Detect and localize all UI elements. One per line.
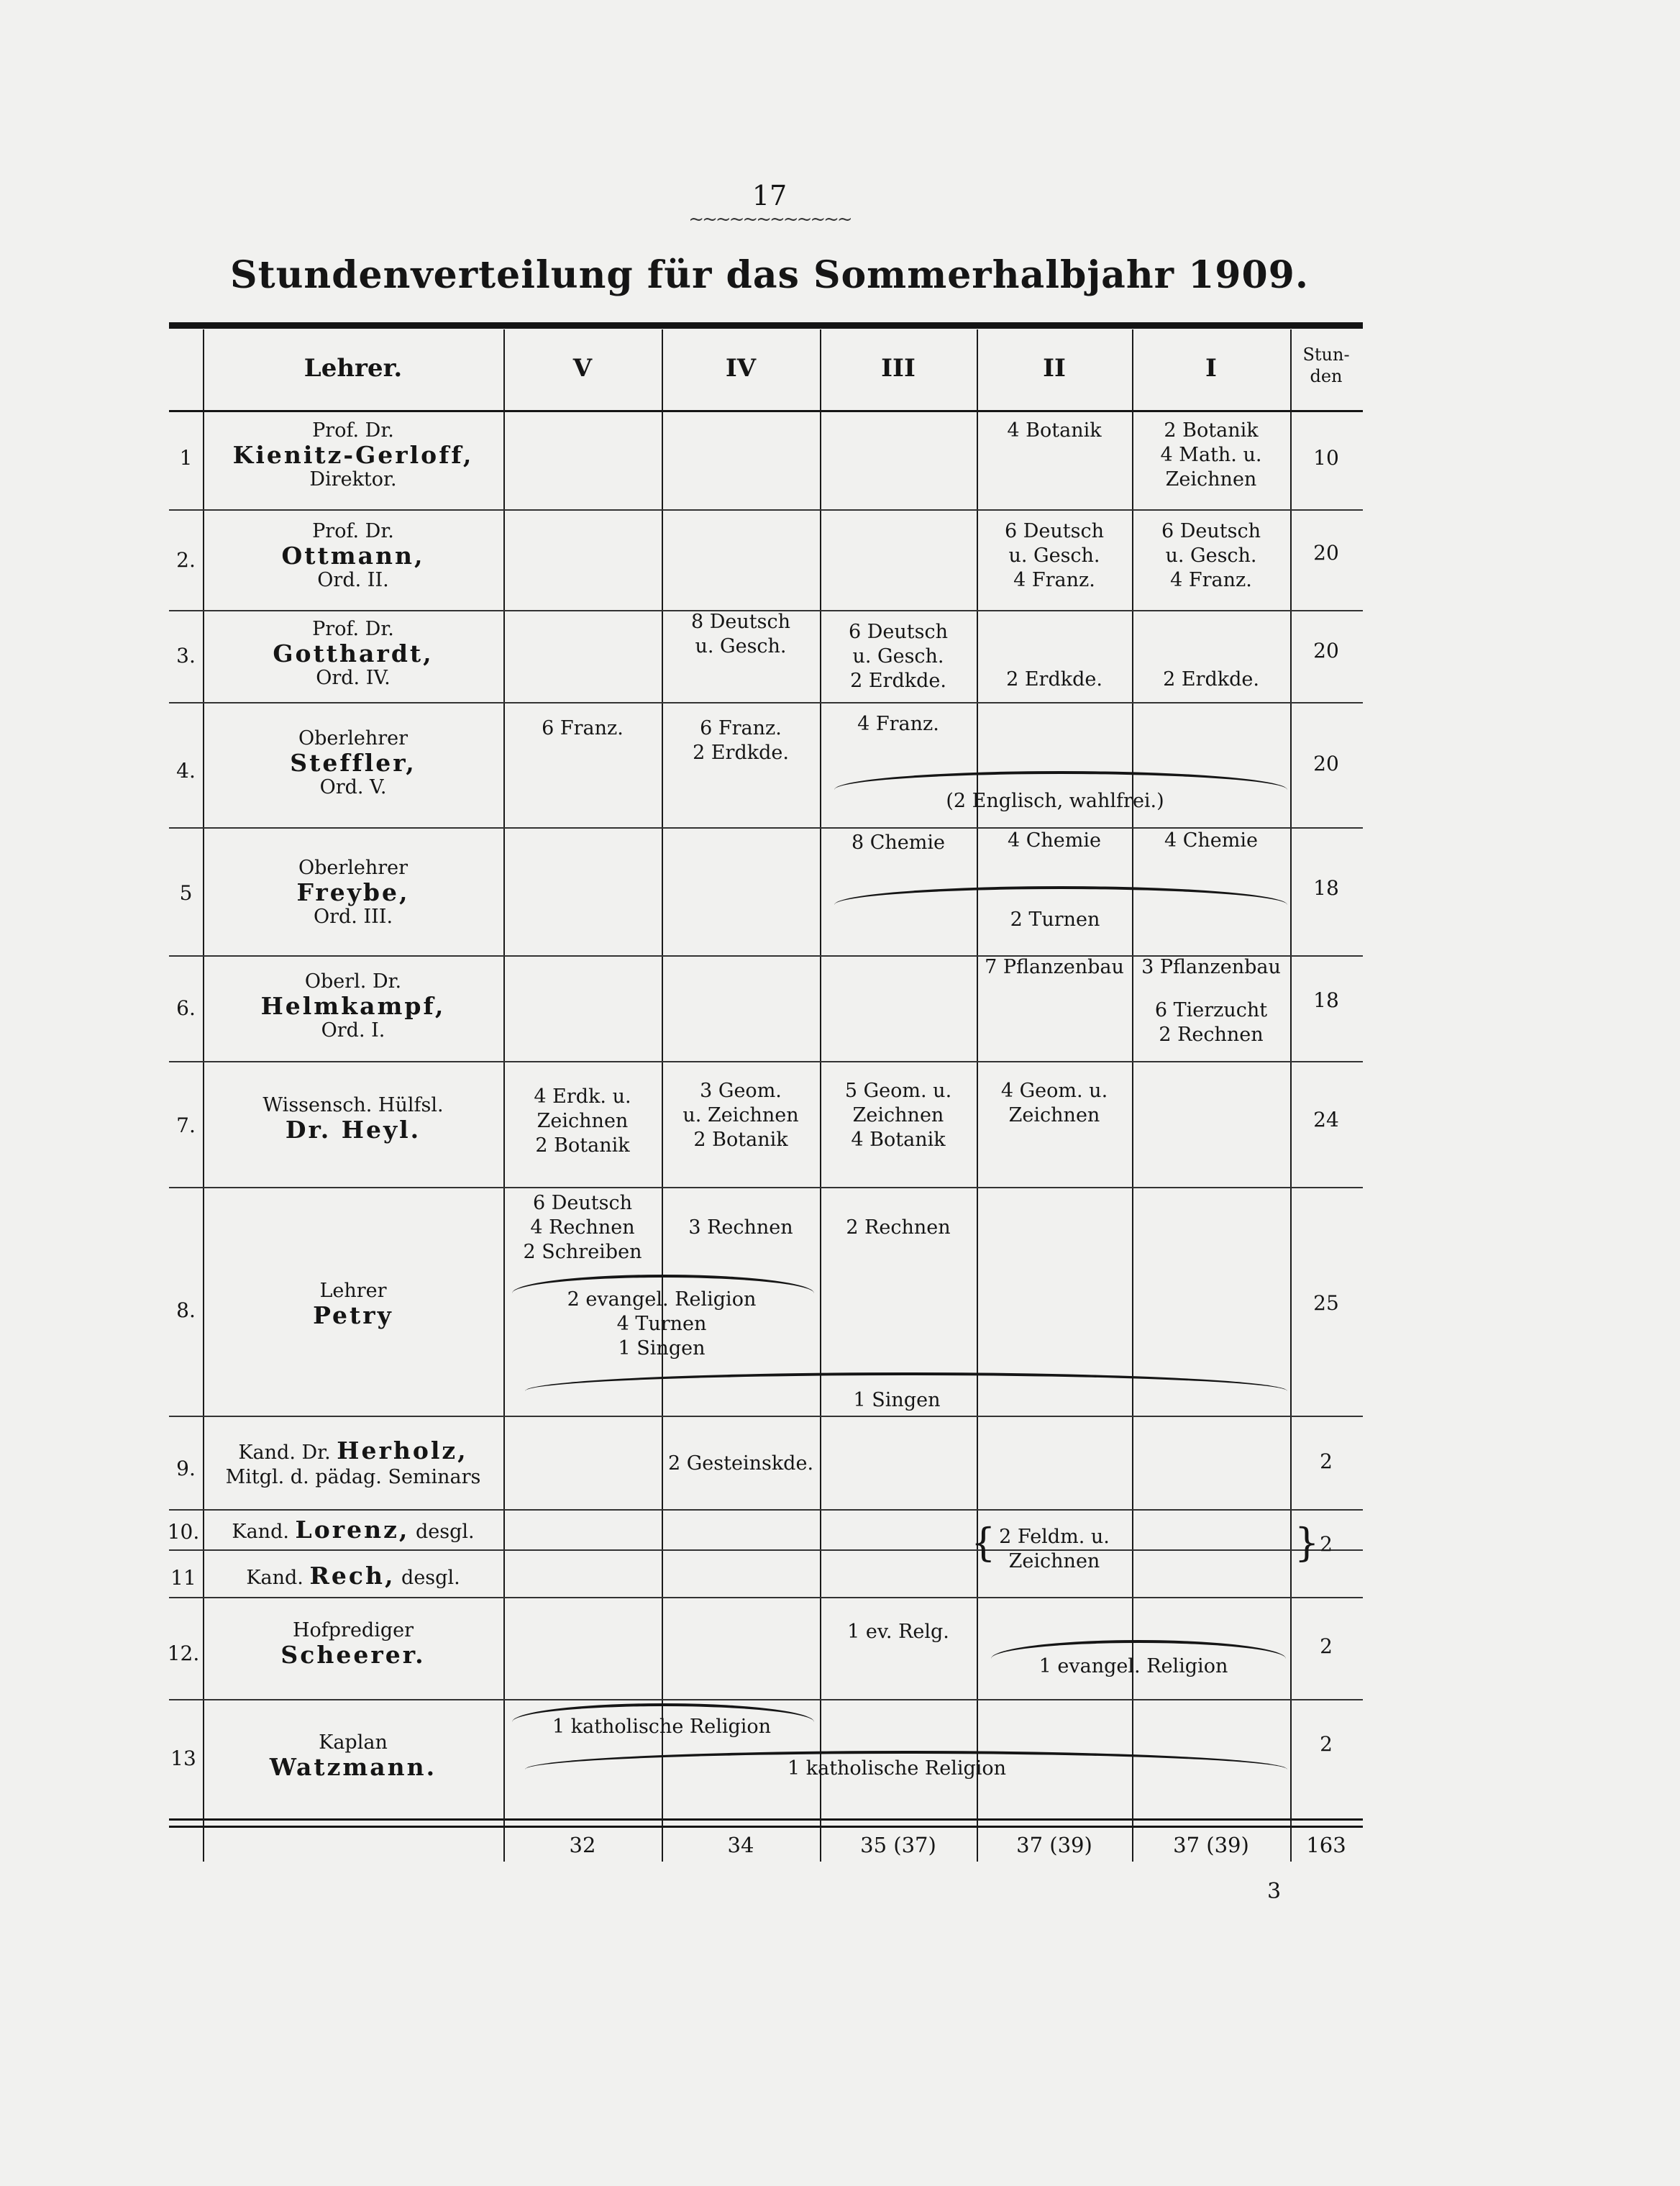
totals-top-rule-2 <box>169 1826 1363 1828</box>
span-lesson-lower: 1 katholische Religion <box>552 1716 772 1738</box>
teacher-cell <box>203 617 503 691</box>
class-iv-cell <box>662 1079 820 1152</box>
row-separator <box>169 702 1363 703</box>
row-number: 10. <box>167 1520 200 1544</box>
lesson: u. Gesch. <box>852 645 944 668</box>
class-iii-cell <box>820 1079 977 1152</box>
total-class-ii: 37 (39) <box>1016 1833 1092 1857</box>
row-number: 3. <box>176 644 196 668</box>
decorative-wave: ~~~~~~~~~~~~ <box>688 209 851 230</box>
lesson: 4 Math. u. <box>1160 444 1262 466</box>
row-number: 1 <box>179 446 193 470</box>
class-ii-cell <box>977 1525 1132 1574</box>
teacher-cell <box>203 1279 503 1328</box>
lesson: Zeichnen <box>852 1104 944 1126</box>
header-class-iii: III <box>881 354 916 383</box>
class-i-cell <box>1132 955 1290 1047</box>
class-i-cell <box>1132 668 1290 692</box>
lesson: 8 Deutsch <box>691 611 790 633</box>
total-class-iii: 35 (37) <box>860 1833 936 1857</box>
class-i-cell <box>1132 829 1290 853</box>
span-lesson: 2 Turnen <box>1010 908 1100 931</box>
lesson: 2 Botanik <box>693 1129 788 1151</box>
teacher-role: Ord. III. <box>313 906 393 928</box>
lesson: 2 Gesteinskde. <box>667 1452 814 1475</box>
hours-cell: 24 <box>1313 1108 1339 1131</box>
footer-signature-number: 3 <box>1267 1879 1282 1904</box>
hours-cell: 2 <box>1320 1449 1333 1473</box>
teacher-cell <box>203 1436 503 1490</box>
row-separator <box>169 1509 1363 1511</box>
page-title: Stundenverteilung für das Sommerhalbjahr 1909. <box>230 253 1309 297</box>
lesson: 2 Erdkde. <box>693 742 789 764</box>
lesson: 2 Feldm. u. <box>999 1526 1110 1548</box>
teacher-cell <box>203 419 503 492</box>
lesson: 2 Botanik <box>535 1134 630 1157</box>
class-i-cell <box>1132 419 1290 492</box>
teacher-title: Kand. Dr. <box>238 1442 331 1464</box>
lesson: 4 Rechnen <box>530 1216 635 1239</box>
teacher-role: Ord. II. <box>317 569 389 591</box>
row-separator <box>169 1061 1363 1062</box>
teacher-role: Ord. I. <box>321 1019 385 1042</box>
lesson: 6 Deutsch <box>533 1192 632 1214</box>
teacher-title: Hofprediger <box>292 1619 414 1641</box>
lesson: 2 Erdkde. <box>1006 668 1102 691</box>
lesson: 2 Botanik <box>1164 419 1259 442</box>
teacher-name: Ottmann, <box>281 542 425 570</box>
lesson: 4 Botanik <box>1007 419 1102 442</box>
row-number: 9. <box>176 1457 196 1480</box>
lesson: 1 Singen <box>618 1337 706 1360</box>
class-iii-cell <box>820 1216 977 1240</box>
teacher-name: Dr. Heyl. <box>285 1116 421 1144</box>
lesson: 6 Franz. <box>700 717 782 739</box>
teacher-title: Prof. Dr. <box>312 419 394 442</box>
teacher-name: Watzmann. <box>269 1753 437 1781</box>
lesson: 2 Rechnen <box>846 1216 951 1239</box>
teacher-role: Ord. V. <box>319 776 387 798</box>
hours-cell: 2 <box>1320 1532 1333 1556</box>
lesson: 3 Rechnen <box>688 1216 793 1239</box>
hours-cell: 20 <box>1313 752 1339 775</box>
class-iii-cell <box>820 712 977 737</box>
lesson: 6 Deutsch <box>1005 520 1104 542</box>
header-class-ii: II <box>1043 354 1066 383</box>
header-teacher: Lehrer. <box>303 354 403 383</box>
lesson: u. Zeichnen <box>682 1104 799 1126</box>
total-class-i: 37 (39) <box>1173 1833 1249 1857</box>
lesson: 4 Franz. <box>1013 569 1095 591</box>
span-lesson: (2 Englisch, wahlfrei.) <box>946 790 1164 812</box>
span-lessons <box>503 1288 820 1361</box>
row-number: 5 <box>179 881 193 905</box>
total-hours: 163 <box>1306 1833 1346 1857</box>
row-number: 11 <box>170 1566 196 1590</box>
class-ii-cell <box>977 1079 1132 1128</box>
teacher-title: Lehrer <box>319 1280 387 1302</box>
class-ii-cell <box>977 955 1132 980</box>
class-v-cell <box>503 1085 662 1158</box>
class-iv-cell <box>662 610 820 659</box>
hours-cell: 18 <box>1313 876 1339 900</box>
teacher-name: Freybe, <box>296 878 410 906</box>
class-iv-cell <box>662 716 820 765</box>
row-number: 2. <box>176 548 196 572</box>
teacher-role: Ord. IV. <box>316 667 391 689</box>
teacher-cell <box>203 970 503 1043</box>
lesson: 6 Franz. <box>542 717 624 739</box>
row-separator <box>169 1187 1363 1188</box>
teacher-cell <box>203 519 503 593</box>
lesson: 4 Franz. <box>1170 569 1252 591</box>
lesson: 3 Pflanzenbau <box>1141 956 1281 978</box>
hours-cell: 20 <box>1313 639 1339 662</box>
teacher-name: Petry <box>313 1301 393 1329</box>
row-number: 12. <box>167 1641 200 1665</box>
row-number: 7. <box>176 1114 196 1137</box>
lesson: u. Gesch. <box>1008 545 1100 567</box>
teacher-title-name <box>203 1436 503 1465</box>
teacher-title: Kand. <box>246 1567 303 1589</box>
teacher-name: Scheerer. <box>280 1641 426 1669</box>
lesson: 4 Erdk. u. <box>534 1085 631 1108</box>
row-separator <box>169 1597 1363 1598</box>
teacher-title: Oberlehrer <box>298 727 408 750</box>
lesson: Zeichnen <box>1008 1104 1100 1126</box>
lesson: 2 evangel. Religion <box>567 1288 757 1311</box>
lesson: 1 ev. Relg. <box>847 1621 949 1643</box>
class-iv-cell <box>662 1216 820 1240</box>
lesson: 4 Franz. <box>857 713 939 735</box>
page-number: 17 <box>752 180 788 211</box>
teacher-cell <box>203 1731 503 1780</box>
teacher-title: Oberl. Dr. <box>304 970 402 993</box>
lesson: u. Gesch. <box>1165 545 1257 567</box>
lesson: 7 Pflanzenbau <box>985 956 1124 978</box>
lesson: u. Gesch. <box>695 635 787 657</box>
lesson: 4 Chemie <box>1007 829 1101 852</box>
teacher-title: Prof. Dr. <box>312 520 394 542</box>
teacher-name: Kienitz-Gerloff, <box>232 441 474 469</box>
header-hours-line1: Stun- <box>1302 345 1350 365</box>
class-iv-cell <box>662 1452 820 1476</box>
lesson: Zeichnen <box>1165 468 1257 491</box>
total-class-iv: 34 <box>727 1833 754 1857</box>
class-ii-cell <box>977 829 1132 853</box>
hours-cell: 18 <box>1313 988 1339 1012</box>
lesson: 8 Chemie <box>851 832 945 854</box>
span-brace <box>834 771 1287 790</box>
span-lesson: 1 evangel. Religion <box>1038 1655 1228 1677</box>
totals-top-rule <box>169 1818 1363 1821</box>
teacher-role: Mitgl. d. pädag. Seminars <box>225 1466 481 1488</box>
lesson: 6 Deutsch <box>1161 520 1261 542</box>
row-separator <box>169 1416 1363 1417</box>
span-lesson: 1 Singen <box>853 1389 941 1411</box>
teacher-cell <box>203 1564 503 1590</box>
header-hours <box>1290 344 1362 387</box>
lesson: 2 Erdkde. <box>1163 668 1259 691</box>
class-iii-cell <box>820 831 977 855</box>
header-hours-line2: den <box>1310 366 1343 386</box>
teacher-title: Wissensch. Hülfsl. <box>262 1094 444 1116</box>
teacher-name: Steffler, <box>290 749 416 777</box>
lesson: 2 Rechnen <box>1159 1024 1264 1046</box>
teacher-cell <box>203 1518 503 1544</box>
teacher-role: desgl. <box>401 1567 460 1589</box>
row-number: 13 <box>170 1746 196 1770</box>
lesson: 4 Chemie <box>1164 829 1258 852</box>
bracket-open-icon: { <box>971 1520 996 1565</box>
hours-cell: 2 <box>1320 1732 1333 1756</box>
hours-cell: 2 <box>1320 1634 1333 1658</box>
header-class-iv: IV <box>725 354 757 383</box>
lesson: 3 Geom. <box>700 1080 782 1102</box>
lesson: Zeichnen <box>537 1110 629 1132</box>
header-class-v: V <box>572 354 593 383</box>
teacher-name: Lorenz, <box>295 1516 410 1544</box>
teacher-cell <box>203 1618 503 1667</box>
header-bottom-rule <box>169 410 1363 412</box>
class-ii-cell <box>977 419 1132 443</box>
span-brace <box>834 886 1287 905</box>
teacher-cell <box>203 727 503 800</box>
lesson: 6 Tierzucht <box>1154 999 1268 1021</box>
total-class-v: 32 <box>569 1833 596 1857</box>
lesson: Zeichnen <box>1008 1550 1100 1572</box>
row-number: 6. <box>176 996 196 1020</box>
table-top-rule <box>169 322 1363 329</box>
class-ii-cell <box>977 519 1132 593</box>
lesson: 2 Schreiben <box>523 1241 642 1263</box>
class-v-cell <box>503 716 662 741</box>
row-number: 8. <box>176 1298 196 1322</box>
teacher-role: Direktor. <box>309 468 397 491</box>
header-class-i: I <box>1205 354 1217 383</box>
hours-cell: 25 <box>1313 1291 1339 1315</box>
class-iii-cell <box>820 1620 977 1644</box>
lesson: 4 Turnen <box>616 1313 707 1335</box>
hours-cell: 20 <box>1313 541 1339 565</box>
hours-cell: 10 <box>1313 446 1339 470</box>
teacher-title: Kaplan <box>319 1731 388 1754</box>
lesson: 4 Botanik <box>851 1129 946 1151</box>
class-v-cell <box>503 1191 662 1265</box>
teacher-title: Oberlehrer <box>298 857 408 879</box>
lesson: 2 Erdkde. <box>850 670 946 692</box>
row-number: 4. <box>176 759 196 783</box>
class-i-cell <box>1132 519 1290 593</box>
row-separator <box>169 1699 1363 1700</box>
row-separator <box>169 1549 1363 1551</box>
teacher-name: Rech, <box>309 1562 396 1590</box>
teacher-cell <box>203 856 503 929</box>
lesson: 4 Geom. u. <box>1000 1080 1108 1102</box>
teacher-name: Gotthardt, <box>273 639 434 668</box>
teacher-title: Kand. <box>232 1521 289 1543</box>
span-lesson: 1 katholische Religion <box>787 1757 1007 1780</box>
teacher-name: Herholz, <box>337 1436 468 1465</box>
teacher-name: Helmkampf, <box>260 992 446 1020</box>
lesson: 6 Deutsch <box>849 621 948 643</box>
class-ii-cell <box>977 668 1132 692</box>
bracket-close-icon: } <box>1295 1520 1320 1565</box>
lesson: 5 Geom. u. <box>844 1080 952 1102</box>
teacher-role: desgl. <box>415 1521 475 1543</box>
teacher-cell <box>203 1093 503 1142</box>
class-iii-cell <box>820 620 977 693</box>
row-separator <box>169 509 1363 511</box>
teacher-title: Prof. Dr. <box>312 618 394 640</box>
